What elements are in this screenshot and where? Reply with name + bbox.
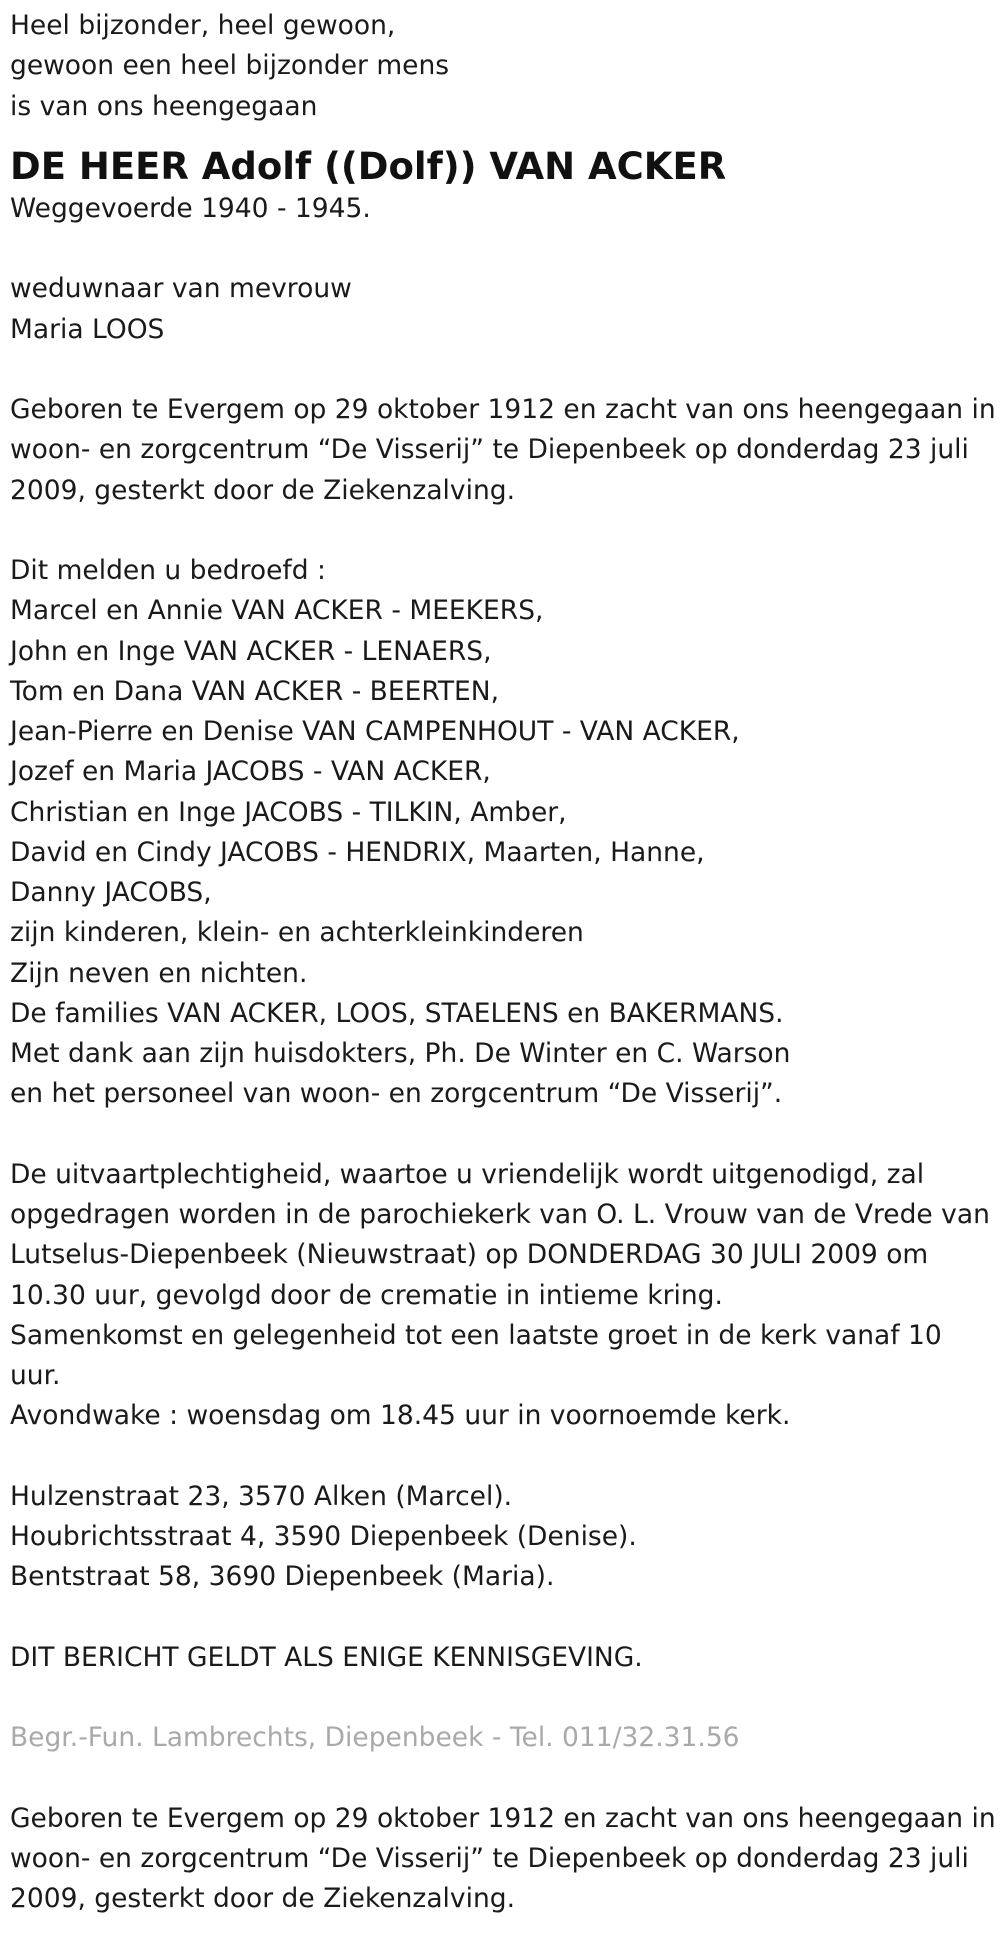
spacer [10,350,995,390]
announcer-line: David en Cindy JACOBS - HENDRIX, Maarten, Hanne, [10,836,705,868]
announcer-line: Jean-Pierre en Denise VAN CAMPENHOUT - VAN ACKER, [10,716,740,747]
announcer-line: Danny JACOBS, [10,877,212,908]
paragraph-line: woon- en zorgcentrum “De Visserij” te Diepenbeek op donderdag 23 juli [10,434,969,466]
birth-death-paragraph [10,390,995,511]
announcer-line: zijn kinderen, klein- en achterkleinkinderen [10,917,584,949]
announcer-line: en het personeel van woon- en zorgcentrum “De Visserij”. [10,1078,783,1110]
deceased-subtitle: Weggevoerde 1940 - 1945. [10,192,371,224]
spacer [10,229,995,269]
intro-line: gewoon een heel bijzonder mens [10,50,450,82]
paragraph-line: Samenkomst en gelegenheid tot een laatste groet in de kerk vanaf 10 [10,1319,942,1351]
spacer [10,1115,995,1155]
intro-line: Heel bijzonder, heel gewoon, [10,10,396,41]
address-line: Hulzenstraat 23, 3570 Alken (Marcel). [10,1480,513,1512]
widower-line: Maria LOOS [10,313,165,345]
announcer-line: John en Inge VAN ACKER - LENAERS, [10,635,492,667]
paragraph-line: opgedragen worden in de parochiekerk van O. L. Vrouw van de Vrede van [10,1199,990,1230]
paragraph-line: 2009, gesterkt door de Ziekenzalving. [10,474,516,506]
announcer-line: Dit melden u bedroefd : [10,555,326,586]
announcer-line: Met dank aan zijn huisdokters, Ph. De Winter en C. Warson [10,1038,791,1069]
funeral-home-line: Begr.-Fun. Lambrechts, Diepenbeek - Tel. 011/32.31.56 [10,1722,740,1754]
intro-line: is van ons heengegaan [10,90,318,122]
paragraph-line: Avondwake : woensdag om 18.45 uur in voornoemde kerk. [10,1400,791,1432]
paragraph-line: De uitvaartplechtigheid, waartoe u vriendelijk wordt uitgenodigd, zal [10,1158,925,1190]
spacer [10,1678,995,1718]
paragraph-line: 10.30 uur, gevolgd door de crematie in intieme kring. [10,1279,723,1311]
address-line: Houbrichtsstraat 4, 3590 Diepenbeek (Denise). [10,1521,637,1552]
paragraph-line: Geboren te Evergem op 29 oktober 1912 en zacht van ons heengegaan in [10,394,996,425]
announcer-line: De families VAN ACKER, LOOS, STAELENS en BAKERMANS. [10,997,784,1029]
spacer [10,1759,995,1799]
paragraph-line: 2009, gesterkt door de Ziekenzalving. [10,1883,516,1915]
announcers-list [10,551,995,1115]
addresses-block [10,1477,995,1598]
paragraph-line: Lutselus-Diepenbeek (Nieuwstraat) op DONDERDAG 30 JULI 2009 om [10,1239,929,1271]
announcer-line: Zijn neven en nichten. [10,957,308,989]
announcer-line: Tom en Dana VAN ACKER - BEERTEN, [10,675,500,707]
birth-death-paragraph-repeat [10,1799,995,1920]
paragraph-line: uur. [10,1360,61,1391]
announcer-line: Jozef en Maria JACOBS - VAN ACKER, [10,756,491,788]
deceased-name: DE HEER Adolf ((Dolf)) VAN ACKER [10,144,727,188]
spacer [10,1437,995,1477]
widower-line: weduwnaar van mevrouw [10,273,352,305]
paragraph-line: woon- en zorgcentrum “De Visserij” te Diepenbeek op donderdag 23 juli [10,1843,969,1874]
widower-block [10,269,995,350]
announcer-line: Marcel en Annie VAN ACKER - MEEKERS, [10,595,544,627]
paragraph-line: Geboren te Evergem op 29 oktober 1912 en zacht van ons heengegaan in [10,1802,996,1834]
funeral-paragraph [10,1155,995,1437]
intro-verse [10,6,995,127]
address-line: Bentstraat 58, 3690 Diepenbeek (Maria). [10,1561,555,1593]
spacer [10,1598,995,1638]
obituary-document [10,6,995,1920]
announcer-line: Christian en Inge JACOBS - TILKIN, Amber, [10,796,567,828]
spacer [10,511,995,551]
notice-line: DIT BERICHT GELDT ALS ENIGE KENNISGEVING. [10,1641,643,1673]
